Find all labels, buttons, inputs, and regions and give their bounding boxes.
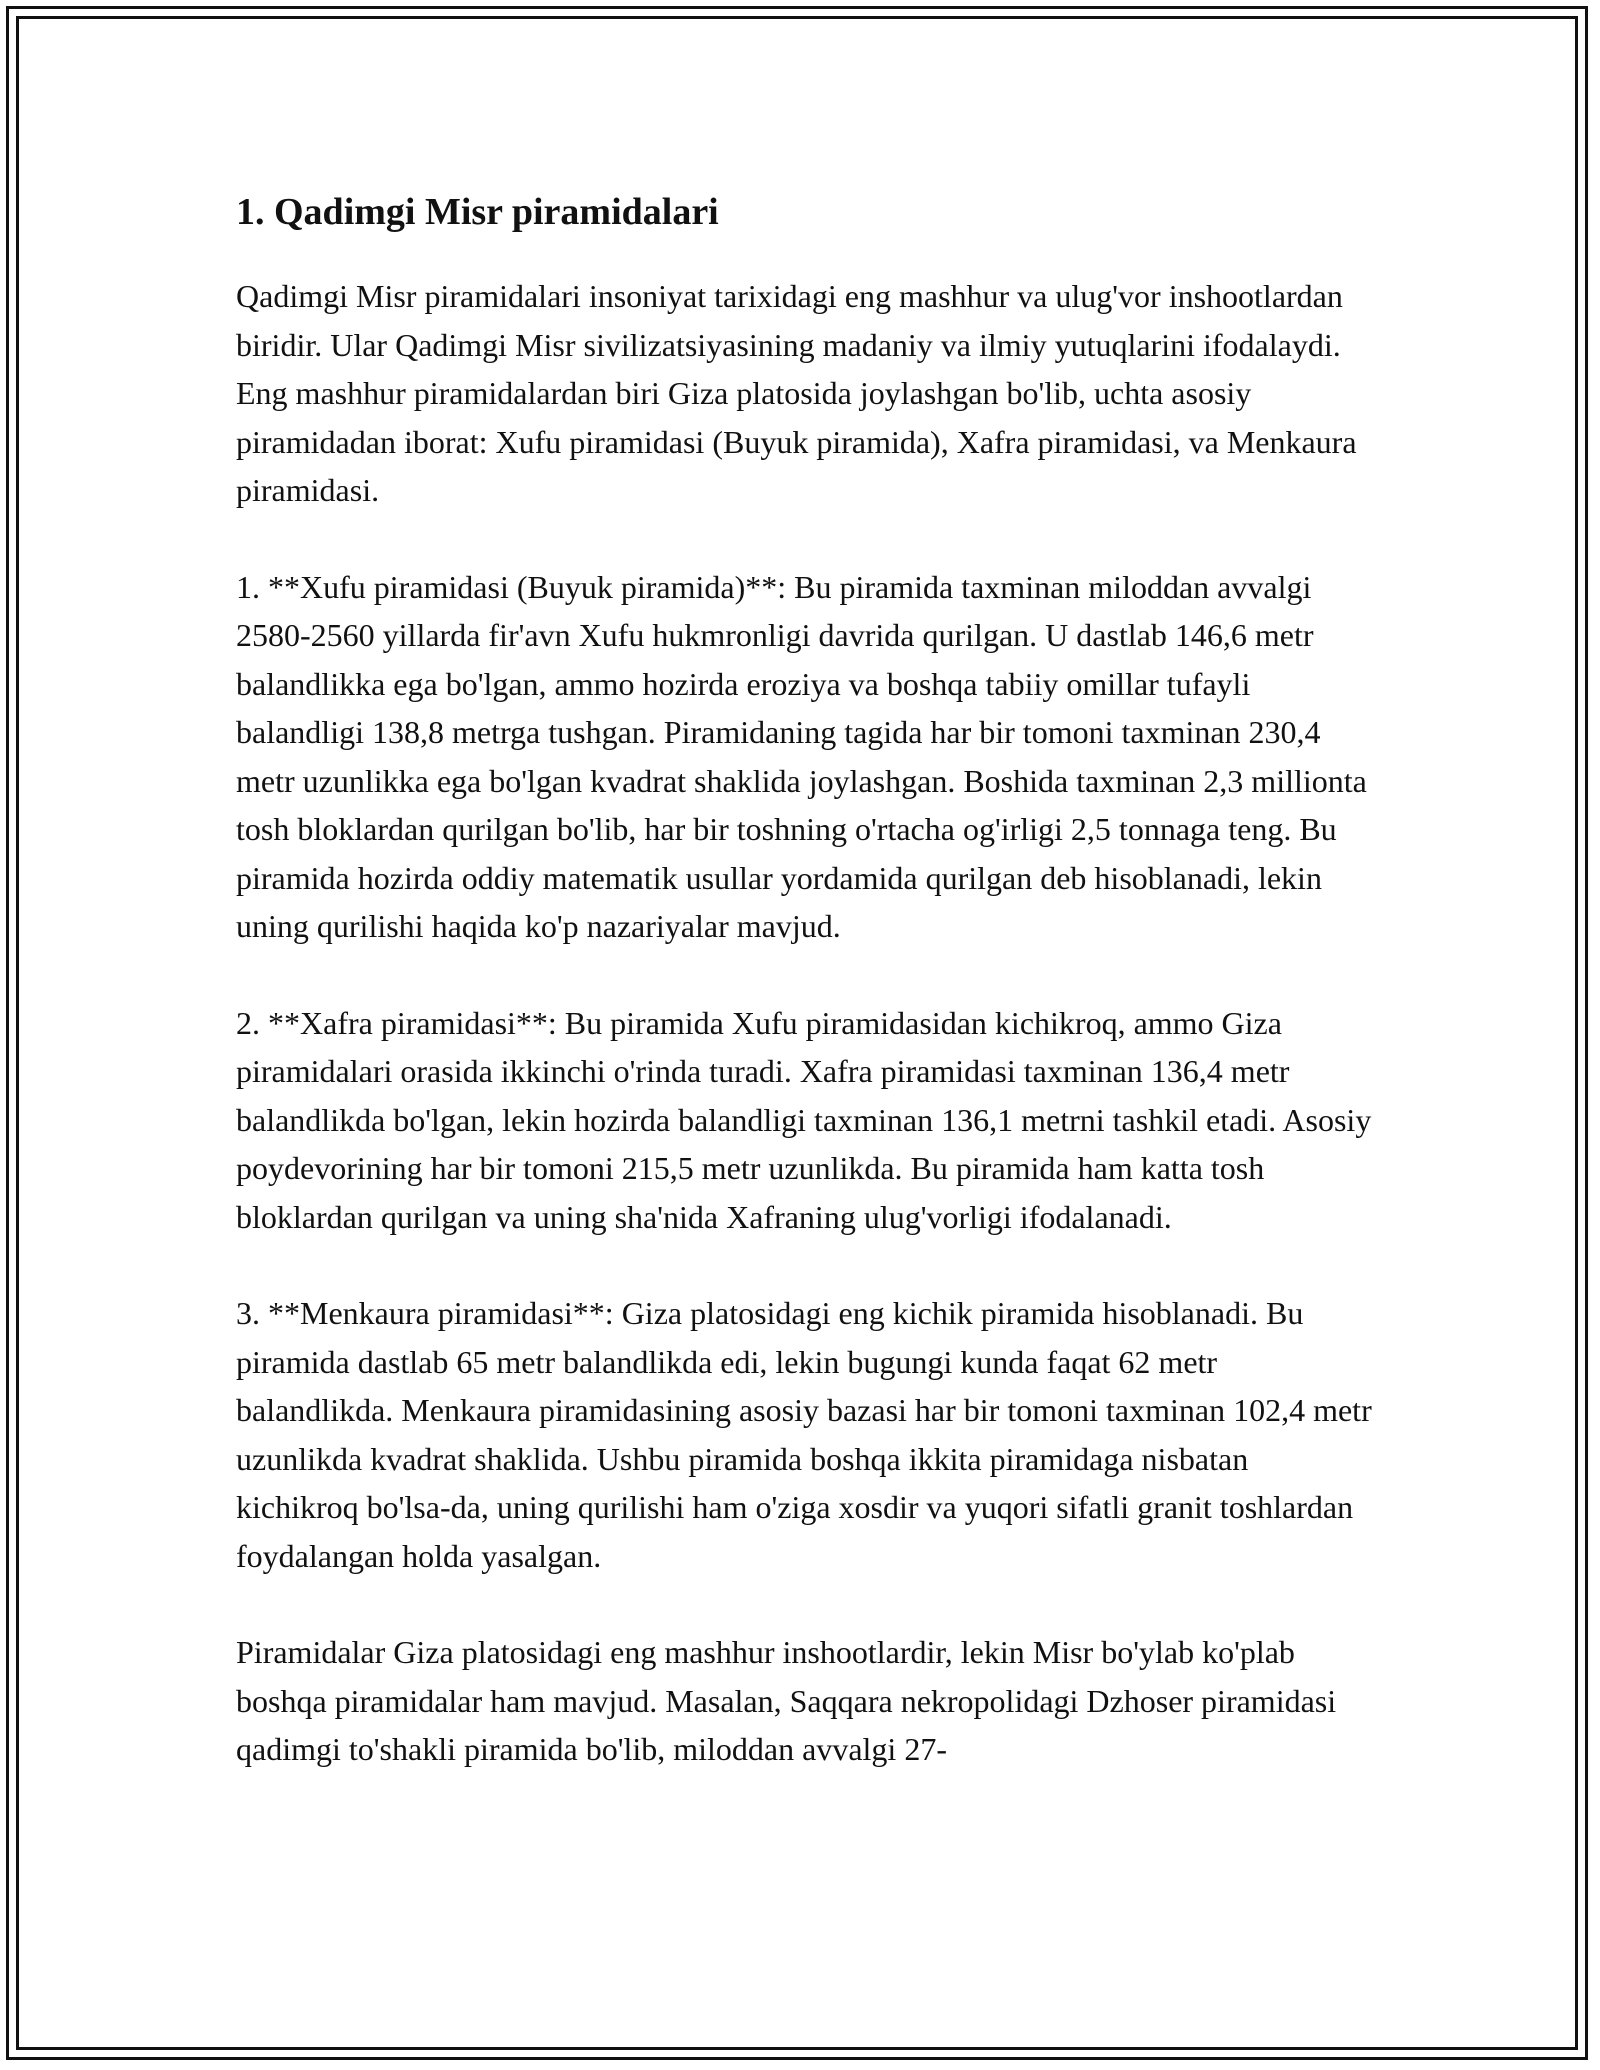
khafre-paragraph: 2. **Xafra piramidasi**: Bu piramida Xufu piramidasidan kichikroq, ammo Giza piramidalari orasida ikkinchi o'rinda turadi. Xafra piramidasi taxminan 136,4 metr balandlikda bo'lgan, lekin hozirda balandligi taxminan 136,1 metrni tashkil etadi. Asosiy poydevorining har bir tomoni 215,5 metr uzunlikda. Bu piramida ham katta tosh bloklardan qurilgan va uning sha'nida Xafraning ulug'vorligi ifodalanadi. (236, 1004, 1372, 1235)
khufu-paragraph: 1. **Xufu piramidasi (Buyuk piramida)**: Bu piramida taxminan miloddan avvalgi 2580-2560 yillarda fir'avn Xufu hukmronligi davrida qurilgan. U dastlab 146,6 metr balandlikka ega bo'lgan, ammo hozirda eroziya va boshqa tabiiy omillar tufayli balandligi 138,8 metrga tushgan. Piramidaning tagida har bir tomoni taxminan 230,4 metr uzunlikka ega bo'lgan kvadrat shaklida joylashgan. Boshida taxminan 2,3 millionta tosh bloklardan qurilgan bo'lib, har bir toshning o'rtacha og'irligi 2,5 tonnaga teng. Bu piramida hozirda oddiy matematik usullar yordamida qurilgan deb hisoblanadi, lekin uning qurilishi haqida ko'p nazariyalar mavjud. (236, 568, 1367, 944)
document-body (236, 186, 1376, 1774)
section-heading: 1. Qadimgi Misr piramidalari (236, 191, 719, 233)
intro-paragraph: Qadimgi Misr piramidalari insoniyat tarixidagi eng mashhur va ulug'vor inshootlardan biridir. Ular Qadimgi Misr sivilizatsiyasining madaniy va ilmiy yutuqlarini ifodalaydi. Eng mashhur piramidalardan biri Giza platosida joylashgan bo'lib, uchta asosiy piramidadan iborat: Xufu piramidasi (Buyuk piramida), Xafra piramidasi, va Menkaura piramidasi. (236, 278, 1357, 508)
menkaure-paragraph: 3. **Menkaura piramidasi**: Giza platosidagi eng kichik piramida hisoblanadi. Bu piramida dastlab 65 metr balandlikda edi, lekin bugungi kunda faqat 62 metr balandlikda. Menkaura piramidasining asosiy bazasi har bir tomoni taxminan 102,4 metr uzunlikda kvadrat shaklida. Ushbu piramida boshqa ikkita piramidaga nisbatan kichikroq bo'lsa-da, uning qurilishi ham o'ziga xosdir va yuqori sifatli granit toshlardan foydalangan holda yasalgan. (236, 1295, 1372, 1574)
closing-paragraph: Piramidalar Giza platosidagi eng mashhur inshootlardir, lekin Misr bo'ylab ko'plab boshqa piramidalar ham mavjud. Masalan, Saqqara nekropolidagi Dzhoser piramidasi qadimgi to'shakli piramida bo'lib, miloddan avvalgi 27- (236, 1634, 1337, 1767)
